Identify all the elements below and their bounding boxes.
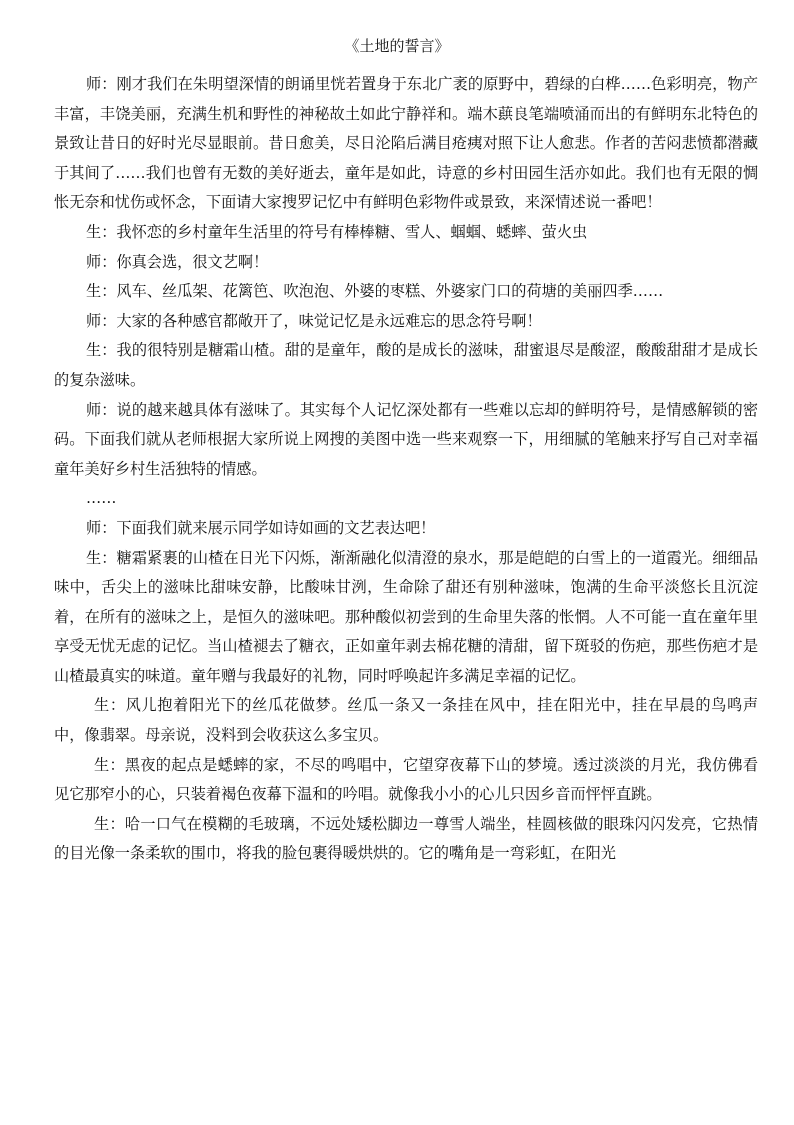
paragraph-ellipsis: …… bbox=[86, 489, 117, 508]
paragraph-student-hawthorn: 生：我的很特别是糖霜山楂。甜的是童年，酸的是成长的滋味，甜蜜退尽是酸涩，酸酸甜甜才是成长的复杂滋味。 bbox=[54, 341, 758, 389]
paragraph-student-hawthorn-essay: 生：糖霜紧裹的山楂在日光下闪烁，渐渐融化似清澄的泉水，那是皑皑的白雪上的一道霞光。细细品味中，舌尖上的滋味比甜味安静，比酸味甘洌，生命除了甜还有别种滋味，饱满的生命平淡悠长且沉淀着，在所有的滋味之上，是恒久的滋味吧。那种酸似初尝到的生命里失落的怅惘。人不可能一直在童年里享受无忧无虑的记忆。当山楂褪去了糖衣，正如童年剥去棉花糖的清甜，留下斑驳的伤疤，那些伤疤才是山楂最真实的味道。童年赠与我最好的礼物，同时呼唤起许多满足幸福的记忆。 bbox=[54, 548, 758, 685]
document-title: 《土地的誓言》 bbox=[344, 37, 450, 55]
paragraph-student-symbols: 生：我怀恋的乡村童年生活里的符号有棒棒糖、雪人、蝈蝈、蟋蟀、萤火虫 bbox=[86, 222, 588, 241]
document-body bbox=[54, 70, 758, 869]
paragraph-teacher-task: 师：说的越来越具体有滋味了。其实每个人记忆深处都有一些难以忘却的鲜明符号，是情感解锁的密码。下面我们就从老师根据大家所说上网搜的美图中选一些来观察一下，用细腻的笔触来抒写自己对幸福童年美好乡村生活独特的情感。 bbox=[54, 400, 758, 478]
paragraph-teacher-praise: 师：你真会选，很文艺啊！ bbox=[86, 252, 269, 271]
paragraph-student-snowman: 生：哈一口气在模糊的毛玻璃，不远处矮松脚边一尊雪人端坐，桂圆核做的眼珠闪闪发亮，它热情的目光像一条柔软的围巾，将我的脸包裹得暖烘烘的。它的嘴角是一弯彩虹，在阳光 bbox=[54, 814, 758, 863]
paragraph-student-list: 生：风车、丝瓜架、花篱笆、吹泡泡、外婆的枣糕、外婆家门口的荷塘的美丽四季…… bbox=[86, 282, 664, 301]
paragraph-student-loofah: 生：风儿抱着阳光下的丝瓜花做梦。丝瓜一条又一条挂在风中，挂在阳光中，挂在早晨的鸟鸣声中，像翡翠。母亲说，没料到会收获这么多宝贝。 bbox=[54, 696, 758, 745]
paragraph-teacher-showcase: 师：下面我们就来展示同学如诗如画的文艺表达吧！ bbox=[86, 518, 436, 537]
paragraph-student-cricket: 生：黑夜的起点是蟋蟀的家，不尽的鸣唱中，它望穿夜幕下山的梦境。透过淡淡的月光，我仿佛看见它那窄小的心，只装着褐色夜幕下温和的吟唱。就像我小小的心儿只因乡音而怦怦直跳。 bbox=[54, 755, 758, 804]
paragraph-teacher-intro: 师：刚才我们在朱明望深情的朗诵里恍若置身于东北广袤的原野中，碧绿的白桦……色彩明亮，物产丰富，丰饶美丽，充满生机和野性的神秘故土如此宁静祥和。端木蕻良笔端喷涌而出的有鲜明东北特色的景致让昔日的好时光尽显眼前。昔日愈美，尽日沦陷后满目疮痍对照下让人愈悲。作者的苦闷悲愤都潜藏于其间了……我们也曾有无数的美好逝去，童年是如此，诗意的乡村田园生活亦如此。我们也有无限的惆怅无奈和忧伤或怀念，下面请大家搜罗记忆中有鲜明色彩物件或景致，来深情述说一番吧！ bbox=[54, 75, 758, 212]
paragraph-teacher-senses: 师：大家的各种感官都敞开了，味觉记忆是永远难忘的思念符号啊！ bbox=[86, 311, 542, 330]
